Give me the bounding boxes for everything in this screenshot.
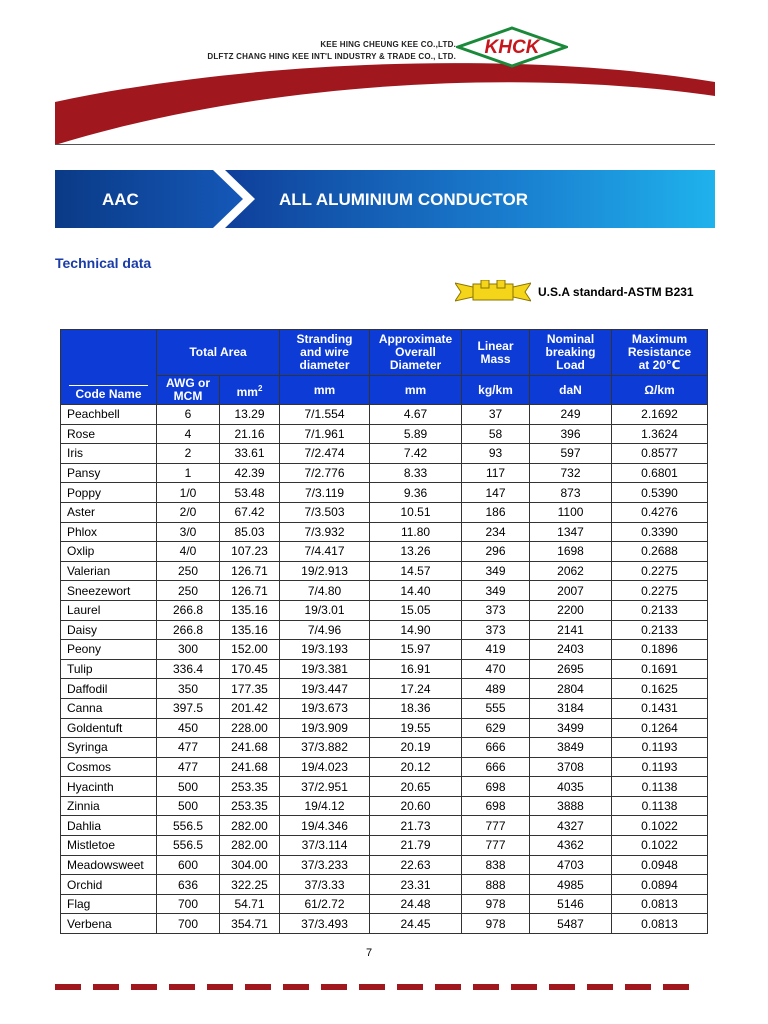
cell-area-mm2: 228.00 <box>220 718 280 738</box>
cell-diameter: 21.73 <box>370 816 462 836</box>
cell-linear-mass: 698 <box>462 796 530 816</box>
cell-diameter: 8.33 <box>370 463 462 483</box>
cell-linear-mass: 186 <box>462 502 530 522</box>
cell-awg: 6 <box>157 405 220 425</box>
cell-awg: 4 <box>157 424 220 444</box>
section-title: Technical data <box>55 255 152 271</box>
cell-breaking-load: 5487 <box>530 914 612 934</box>
cell-linear-mass: 234 <box>462 522 530 542</box>
cell-linear-mass: 888 <box>462 875 530 895</box>
header-divider <box>55 144 715 145</box>
cell-breaking-load: 3888 <box>530 796 612 816</box>
unit-diameter: mm <box>370 376 462 405</box>
cell-resistance: 0.2275 <box>612 561 708 581</box>
cell-awg: 636 <box>157 875 220 895</box>
cell-stranding: 19/4.12 <box>280 796 370 816</box>
cell-breaking-load: 2141 <box>530 620 612 640</box>
cell-code-name: Pansy <box>61 463 157 483</box>
table-row <box>61 444 708 464</box>
cell-code-name: Valerian <box>61 561 157 581</box>
table-row <box>61 855 708 875</box>
cell-resistance: 0.1625 <box>612 679 708 699</box>
cell-code-name: Meadowsweet <box>61 855 157 875</box>
cell-stranding: 19/3.381 <box>280 659 370 679</box>
footer-dash <box>587 984 613 990</box>
cell-area-mm2: 126.71 <box>220 561 280 581</box>
table-row <box>61 738 708 758</box>
cell-code-name: Peachbell <box>61 405 157 425</box>
cell-breaking-load: 4035 <box>530 777 612 797</box>
cell-awg: 556.5 <box>157 836 220 856</box>
table-row <box>61 542 708 562</box>
footer-dash <box>663 984 689 990</box>
unit-awg: AWG or MCM <box>157 376 220 405</box>
table-row <box>61 796 708 816</box>
table-row <box>61 561 708 581</box>
cell-area-mm2: 282.00 <box>220 836 280 856</box>
unit-mm2: $mm^2$ <box>220 376 280 405</box>
page-header <box>0 0 768 150</box>
cell-breaking-load: 4985 <box>530 875 612 895</box>
cell-area-mm2: 322.25 <box>220 875 280 895</box>
cell-awg: 266.8 <box>157 620 220 640</box>
cell-stranding: 37/3.882 <box>280 738 370 758</box>
cell-awg: 300 <box>157 640 220 660</box>
cell-linear-mass: 777 <box>462 816 530 836</box>
cell-breaking-load: 597 <box>530 444 612 464</box>
cell-breaking-load: 2200 <box>530 600 612 620</box>
cell-linear-mass: 117 <box>462 463 530 483</box>
cell-breaking-load: 2062 <box>530 561 612 581</box>
cell-breaking-load: 1698 <box>530 542 612 562</box>
cell-linear-mass: 698 <box>462 777 530 797</box>
cell-code-name: Sneezewort <box>61 581 157 601</box>
cell-diameter: 16.91 <box>370 659 462 679</box>
footer-dash <box>397 984 423 990</box>
cell-resistance: 0.1138 <box>612 777 708 797</box>
company-name-line1: KEE HING CHEUNG KEE CO.,LTD. <box>320 40 456 49</box>
cell-code-name: Canna <box>61 698 157 718</box>
cell-linear-mass: 58 <box>462 424 530 444</box>
unit-mass: kg/km <box>462 376 530 405</box>
cell-breaking-load: 1100 <box>530 502 612 522</box>
cell-awg: 250 <box>157 561 220 581</box>
table-row <box>61 836 708 856</box>
cell-resistance: 0.1264 <box>612 718 708 738</box>
cell-stranding: 61/2.72 <box>280 894 370 914</box>
cell-breaking-load: 2403 <box>530 640 612 660</box>
cell-diameter: 20.65 <box>370 777 462 797</box>
cell-stranding: 7/1.554 <box>280 405 370 425</box>
cell-code-name: Rose <box>61 424 157 444</box>
cell-resistance: 0.1138 <box>612 796 708 816</box>
table-row <box>61 620 708 640</box>
cell-diameter: 17.24 <box>370 679 462 699</box>
cell-code-name: Orchid <box>61 875 157 895</box>
cell-diameter: 24.48 <box>370 894 462 914</box>
cell-resistance: 0.1896 <box>612 640 708 660</box>
table-row <box>61 405 708 425</box>
cell-code-name: Peony <box>61 640 157 660</box>
cell-breaking-load: 2695 <box>530 659 612 679</box>
cell-stranding: 37/3.493 <box>280 914 370 934</box>
cell-resistance: 0.8577 <box>612 444 708 464</box>
cell-diameter: 5.89 <box>370 424 462 444</box>
cell-awg: 700 <box>157 894 220 914</box>
cell-resistance: 0.0948 <box>612 855 708 875</box>
cell-awg: 2/0 <box>157 502 220 522</box>
table-row <box>61 894 708 914</box>
conductor-clamp-icon <box>455 280 531 304</box>
cell-resistance: 0.1431 <box>612 698 708 718</box>
cell-awg: 1 <box>157 463 220 483</box>
table-row <box>61 463 708 483</box>
footer-dash <box>169 984 195 990</box>
cell-stranding: 7/4.80 <box>280 581 370 601</box>
footer-dash <box>283 984 309 990</box>
cell-diameter: 14.40 <box>370 581 462 601</box>
cell-code-name: Dahlia <box>61 816 157 836</box>
cell-breaking-load: 4327 <box>530 816 612 836</box>
company-name-line2: DLFTZ CHANG HING KEE INT'L INDUSTRY & TRADE CO., LTD. <box>207 52 456 61</box>
unit-resistance: Ω/km <box>612 376 708 405</box>
cell-resistance: 0.1022 <box>612 836 708 856</box>
cell-stranding: 19/3.909 <box>280 718 370 738</box>
cell-linear-mass: 470 <box>462 659 530 679</box>
cell-resistance: 0.2275 <box>612 581 708 601</box>
cell-awg: 500 <box>157 777 220 797</box>
cell-diameter: 24.45 <box>370 914 462 934</box>
cell-diameter: 15.97 <box>370 640 462 660</box>
cell-breaking-load: 4362 <box>530 836 612 856</box>
cell-code-name: Iris <box>61 444 157 464</box>
cell-diameter: 14.90 <box>370 620 462 640</box>
header-stranding: Stranding and wire diameter <box>280 330 370 376</box>
cell-linear-mass: 93 <box>462 444 530 464</box>
cell-area-mm2: 201.42 <box>220 698 280 718</box>
cell-diameter: 7.42 <box>370 444 462 464</box>
cell-resistance: 0.1193 <box>612 738 708 758</box>
cell-stranding: 37/3.33 <box>280 875 370 895</box>
technical-data-table <box>60 329 708 934</box>
footer-dash <box>321 984 347 990</box>
table-row <box>61 816 708 836</box>
cell-code-name: Flag <box>61 894 157 914</box>
cell-breaking-load: 3184 <box>530 698 612 718</box>
cell-awg: 477 <box>157 738 220 758</box>
cell-resistance: 0.5390 <box>612 483 708 503</box>
cell-linear-mass: 296 <box>462 542 530 562</box>
cell-stranding: 7/4.417 <box>280 542 370 562</box>
cell-resistance: 2.1692 <box>612 405 708 425</box>
cell-code-name: Syringa <box>61 738 157 758</box>
cell-stranding: 37/2.951 <box>280 777 370 797</box>
cell-diameter: 23.31 <box>370 875 462 895</box>
table-row <box>61 483 708 503</box>
cell-area-mm2: 152.00 <box>220 640 280 660</box>
cell-area-mm2: 21.16 <box>220 424 280 444</box>
table-row <box>61 600 708 620</box>
footer-dash <box>549 984 575 990</box>
cell-resistance: 0.2133 <box>612 600 708 620</box>
cell-linear-mass: 629 <box>462 718 530 738</box>
cell-code-name: Tulip <box>61 659 157 679</box>
cell-diameter: 19.55 <box>370 718 462 738</box>
header-linear-mass: Linear Mass <box>462 330 530 376</box>
header-code-name: Code Name <box>61 330 157 405</box>
cell-stranding: 7/3.503 <box>280 502 370 522</box>
table-row <box>61 659 708 679</box>
cell-resistance: 0.0813 <box>612 894 708 914</box>
cell-breaking-load: 873 <box>530 483 612 503</box>
cell-resistance: 0.6801 <box>612 463 708 483</box>
cell-breaking-load: 5146 <box>530 894 612 914</box>
cell-diameter: 9.36 <box>370 483 462 503</box>
cell-area-mm2: 241.68 <box>220 757 280 777</box>
unit-load: daN <box>530 376 612 405</box>
table-row <box>61 522 708 542</box>
table-row <box>61 757 708 777</box>
cell-breaking-load: 396 <box>530 424 612 444</box>
banner-code: AAC <box>102 190 139 209</box>
cell-area-mm2: 304.00 <box>220 855 280 875</box>
cell-linear-mass: 489 <box>462 679 530 699</box>
cell-breaking-load: 732 <box>530 463 612 483</box>
red-swoosh-decoration <box>0 0 768 150</box>
cell-stranding: 37/3.114 <box>280 836 370 856</box>
cell-area-mm2: 53.48 <box>220 483 280 503</box>
footer-dash-rule <box>55 984 715 992</box>
footer-dash <box>55 984 81 990</box>
cell-stranding: 19/3.01 <box>280 600 370 620</box>
cell-area-mm2: 354.71 <box>220 914 280 934</box>
cell-code-name: Goldentuft <box>61 718 157 738</box>
header-overall-diameter: Approximate Overall Diameter <box>370 330 462 376</box>
cell-diameter: 20.12 <box>370 757 462 777</box>
cell-diameter: 21.79 <box>370 836 462 856</box>
cell-area-mm2: 13.29 <box>220 405 280 425</box>
cell-linear-mass: 666 <box>462 738 530 758</box>
cell-breaking-load: 249 <box>530 405 612 425</box>
cell-stranding: 7/3.932 <box>280 522 370 542</box>
footer-dash <box>207 984 233 990</box>
cell-awg: 2 <box>157 444 220 464</box>
cell-resistance: 0.0813 <box>612 914 708 934</box>
cell-awg: 336.4 <box>157 659 220 679</box>
cell-area-mm2: 241.68 <box>220 738 280 758</box>
cell-area-mm2: 85.03 <box>220 522 280 542</box>
cell-code-name: Laurel <box>61 600 157 620</box>
cell-code-name: Daisy <box>61 620 157 640</box>
cell-breaking-load: 2007 <box>530 581 612 601</box>
cell-linear-mass: 838 <box>462 855 530 875</box>
cell-stranding: 19/4.023 <box>280 757 370 777</box>
cell-code-name: Mistletoe <box>61 836 157 856</box>
footer-dash <box>435 984 461 990</box>
cell-area-mm2: 107.23 <box>220 542 280 562</box>
table-row <box>61 640 708 660</box>
cell-linear-mass: 777 <box>462 836 530 856</box>
header-total-area: Total Area <box>157 330 280 376</box>
cell-resistance: 0.1691 <box>612 659 708 679</box>
cell-diameter: 13.26 <box>370 542 462 562</box>
cell-linear-mass: 419 <box>462 640 530 660</box>
cell-linear-mass: 978 <box>462 894 530 914</box>
cell-linear-mass: 978 <box>462 914 530 934</box>
table-row <box>61 875 708 895</box>
cell-code-name: Oxlip <box>61 542 157 562</box>
cell-breaking-load: 3708 <box>530 757 612 777</box>
cell-awg: 477 <box>157 757 220 777</box>
cell-linear-mass: 147 <box>462 483 530 503</box>
table-row <box>61 698 708 718</box>
footer-dash <box>93 984 119 990</box>
table-row <box>61 914 708 934</box>
table-row <box>61 777 708 797</box>
cell-linear-mass: 373 <box>462 600 530 620</box>
cell-awg: 4/0 <box>157 542 220 562</box>
cell-linear-mass: 349 <box>462 561 530 581</box>
cell-diameter: 15.05 <box>370 600 462 620</box>
cell-diameter: 4.67 <box>370 405 462 425</box>
cell-awg: 500 <box>157 796 220 816</box>
cell-diameter: 10.51 <box>370 502 462 522</box>
logo-text: KHCK <box>484 37 540 58</box>
cell-resistance: 0.0894 <box>612 875 708 895</box>
cell-awg: 1/0 <box>157 483 220 503</box>
cell-code-name: Poppy <box>61 483 157 503</box>
standard-label: U.S.A standard-ASTM B231 <box>538 285 694 299</box>
table-row <box>61 679 708 699</box>
cell-linear-mass: 349 <box>462 581 530 601</box>
cell-area-mm2: 135.16 <box>220 620 280 640</box>
cell-resistance: 0.3390 <box>612 522 708 542</box>
cell-awg: 556.5 <box>157 816 220 836</box>
cell-area-mm2: 33.61 <box>220 444 280 464</box>
cell-resistance: 0.2688 <box>612 542 708 562</box>
cell-breaking-load: 3499 <box>530 718 612 738</box>
footer-dash <box>359 984 385 990</box>
cell-area-mm2: 170.45 <box>220 659 280 679</box>
cell-resistance: 0.4276 <box>612 502 708 522</box>
cell-awg: 700 <box>157 914 220 934</box>
cell-area-mm2: 67.42 <box>220 502 280 522</box>
title-banner <box>55 170 715 228</box>
cell-stranding: 19/3.673 <box>280 698 370 718</box>
cell-linear-mass: 37 <box>462 405 530 425</box>
cell-area-mm2: 253.35 <box>220 796 280 816</box>
cell-awg: 600 <box>157 855 220 875</box>
cell-linear-mass: 373 <box>462 620 530 640</box>
cell-awg: 266.8 <box>157 600 220 620</box>
cell-area-mm2: 135.16 <box>220 600 280 620</box>
cell-diameter: 11.80 <box>370 522 462 542</box>
cell-resistance: 1.3624 <box>612 424 708 444</box>
cell-area-mm2: 54.71 <box>220 894 280 914</box>
cell-linear-mass: 666 <box>462 757 530 777</box>
cell-stranding: 7/2.474 <box>280 444 370 464</box>
cell-code-name: Verbena <box>61 914 157 934</box>
cell-stranding: 37/3.233 <box>280 855 370 875</box>
cell-diameter: 22.63 <box>370 855 462 875</box>
cell-resistance: 0.1193 <box>612 757 708 777</box>
page-number: 7 <box>366 947 373 959</box>
cell-area-mm2: 282.00 <box>220 816 280 836</box>
cell-code-name: Hyacinth <box>61 777 157 797</box>
cell-breaking-load: 1347 <box>530 522 612 542</box>
cell-breaking-load: 3849 <box>530 738 612 758</box>
cell-resistance: 0.2133 <box>612 620 708 640</box>
cell-resistance: 0.1022 <box>612 816 708 836</box>
cell-code-name: Phlox <box>61 522 157 542</box>
cell-stranding: 7/3.119 <box>280 483 370 503</box>
table-row <box>61 424 708 444</box>
footer-dash <box>625 984 651 990</box>
cell-stranding: 7/1.961 <box>280 424 370 444</box>
cell-linear-mass: 555 <box>462 698 530 718</box>
cell-breaking-load: 4703 <box>530 855 612 875</box>
cell-stranding: 7/4.96 <box>280 620 370 640</box>
table-row <box>61 718 708 738</box>
cell-awg: 450 <box>157 718 220 738</box>
cell-code-name: Aster <box>61 502 157 522</box>
unit-stranding: mm <box>280 376 370 405</box>
cell-awg: 397.5 <box>157 698 220 718</box>
header-resistance: Maximum Resistance at 20℃ <box>612 330 708 376</box>
cell-awg: 350 <box>157 679 220 699</box>
khck-logo <box>456 26 568 68</box>
table-row <box>61 581 708 601</box>
cell-code-name: Daffodil <box>61 679 157 699</box>
cell-awg: 250 <box>157 581 220 601</box>
cell-diameter: 20.19 <box>370 738 462 758</box>
header-breaking-load: Nominal breaking Load <box>530 330 612 376</box>
cell-area-mm2: 126.71 <box>220 581 280 601</box>
cell-diameter: 14.57 <box>370 561 462 581</box>
cell-stranding: 7/2.776 <box>280 463 370 483</box>
cell-area-mm2: 253.35 <box>220 777 280 797</box>
cell-awg: 3/0 <box>157 522 220 542</box>
cell-stranding: 19/3.193 <box>280 640 370 660</box>
table-row <box>61 502 708 522</box>
cell-area-mm2: 42.39 <box>220 463 280 483</box>
footer-dash <box>511 984 537 990</box>
cell-diameter: 18.36 <box>370 698 462 718</box>
cell-diameter: 20.60 <box>370 796 462 816</box>
cell-area-mm2: 177.35 <box>220 679 280 699</box>
footer-dash <box>131 984 157 990</box>
cell-stranding: 19/3.447 <box>280 679 370 699</box>
footer-dash <box>245 984 271 990</box>
banner-title: ALL ALUMINIUM CONDUCTOR <box>279 190 528 209</box>
cell-stranding: 19/2.913 <box>280 561 370 581</box>
cell-breaking-load: 2804 <box>530 679 612 699</box>
footer-dash <box>473 984 499 990</box>
cell-code-name: Zinnia <box>61 796 157 816</box>
cell-code-name: Cosmos <box>61 757 157 777</box>
cell-stranding: 19/4.346 <box>280 816 370 836</box>
